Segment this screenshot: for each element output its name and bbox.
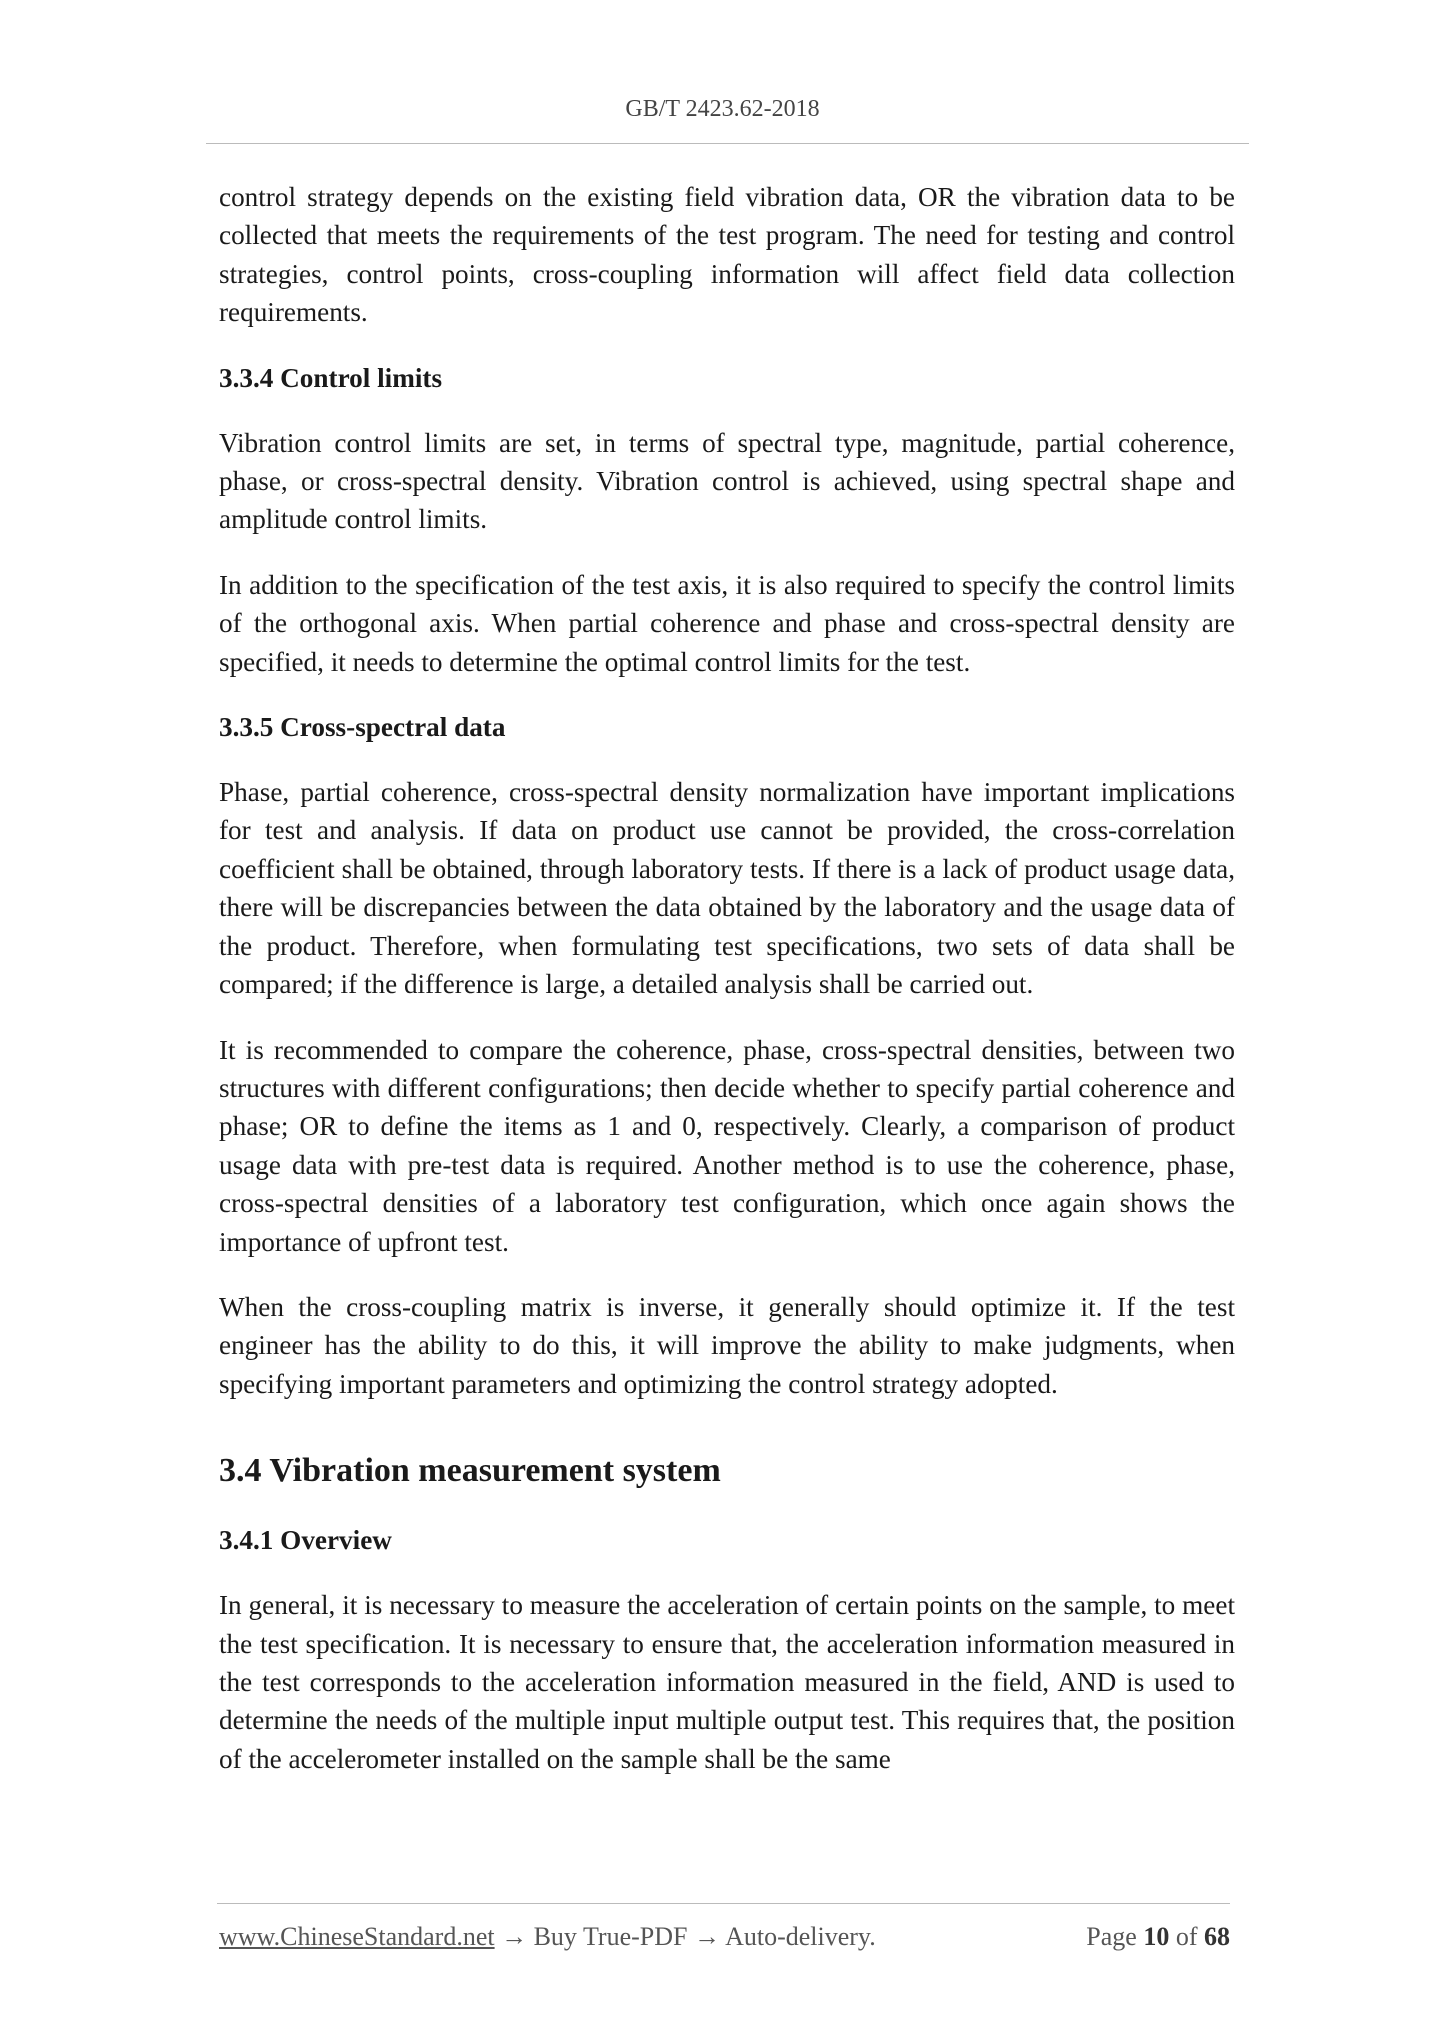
paragraph: It is recommended to compare the coherence, phase, cross-spectral densities, between two structures with different configurations; then decide whether to specify partial coherence and phase; OR to define the items as 1 and 0, respectively. Clearly, a comparison of product usage data with pre-test data is required. Another method is to use the coherence, phase, cross-spectral densities of a laboratory test configuration, which once again shows the importance of upfront test. <box>219 1034 1235 1257</box>
website-link[interactable]: www.ChineseStandard.net <box>219 1922 495 1951</box>
paragraph: In general, it is necessary to measure the acceleration of certain points on the sample, to meet the test specification. It is necessary to ensure that, the acceleration information measured in the test corresponds to the acceleration information measured in the field, AND is used to determine the needs of the multiple input multiple output test. This requires that, the position of the accelerometer installed on the sample shall be the same <box>219 1590 1235 1774</box>
buy-true-pdf-text: Buy True-PDF <box>533 1922 688 1951</box>
arrow-right-icon: → <box>501 1922 528 1951</box>
page-footer <box>219 1922 1230 1962</box>
auto-delivery-text: Auto-delivery. <box>725 1922 876 1951</box>
page-content <box>219 178 1235 1805</box>
header-divider <box>206 143 1249 144</box>
page-label: Page <box>1086 1922 1137 1951</box>
section-heading-3-4: 3.4 Vibration measurement system <box>219 1452 721 1490</box>
page-number <box>1086 1922 1230 1952</box>
paragraph: control strategy depends on the existing field vibration data, OR the vibration data to be collected that meets the requirements of the test program. The need for testing and control strategies, control points, cross-coupling information will affect field data collection requirements. <box>219 182 1235 328</box>
section-heading-3-3-5: 3.3.5 Cross-spectral data <box>219 712 506 743</box>
paragraph: Vibration control limits are set, in terms of spectral type, magnitude, partial coherence, phase, or cross-spectral density. Vibration control is achieved, using spectral shape and amplitude control limits. <box>219 427 1235 535</box>
paragraph: In addition to the specification of the test axis, it is also required to specify the control limits of the orthogonal axis. When partial coherence and phase and cross-spectral density are specified, it needs to determine the optimal control limits for the test. <box>219 569 1235 677</box>
paragraph: When the cross-coupling matrix is inverse, it generally should optimize it. If the test engineer has the ability to do this, it will improve the ability to make judgments, when specifying important parameters and optimizing the control strategy adopted. <box>219 1291 1235 1399</box>
total-pages: 68 <box>1204 1922 1230 1951</box>
footer-links <box>219 1922 876 1952</box>
paragraph: Phase, partial coherence, cross-spectral density normalization have important implications for test and analysis. If data on product use cannot be provided, the cross-correlation coefficient shall be obtained, through laboratory tests. If there is a lack of product usage data, there will be discrepancies between the data obtained by the laboratory and the usage data of the product. Therefore, when formulating test specifications, two sets of data shall be compared; if the difference is large, a detailed analysis shall be carried out. <box>219 777 1235 1000</box>
footer-divider <box>217 1903 1230 1904</box>
of-label: of <box>1175 1922 1198 1951</box>
section-heading-3-4-1: 3.4.1 Overview <box>219 1525 392 1556</box>
arrow-right-icon: → <box>694 1922 720 1951</box>
section-heading-3-3-4: 3.3.4 Control limits <box>219 362 443 393</box>
page-header: GB/T 2423.62-2018 <box>625 96 820 122</box>
current-page: 10 <box>1143 1922 1170 1951</box>
